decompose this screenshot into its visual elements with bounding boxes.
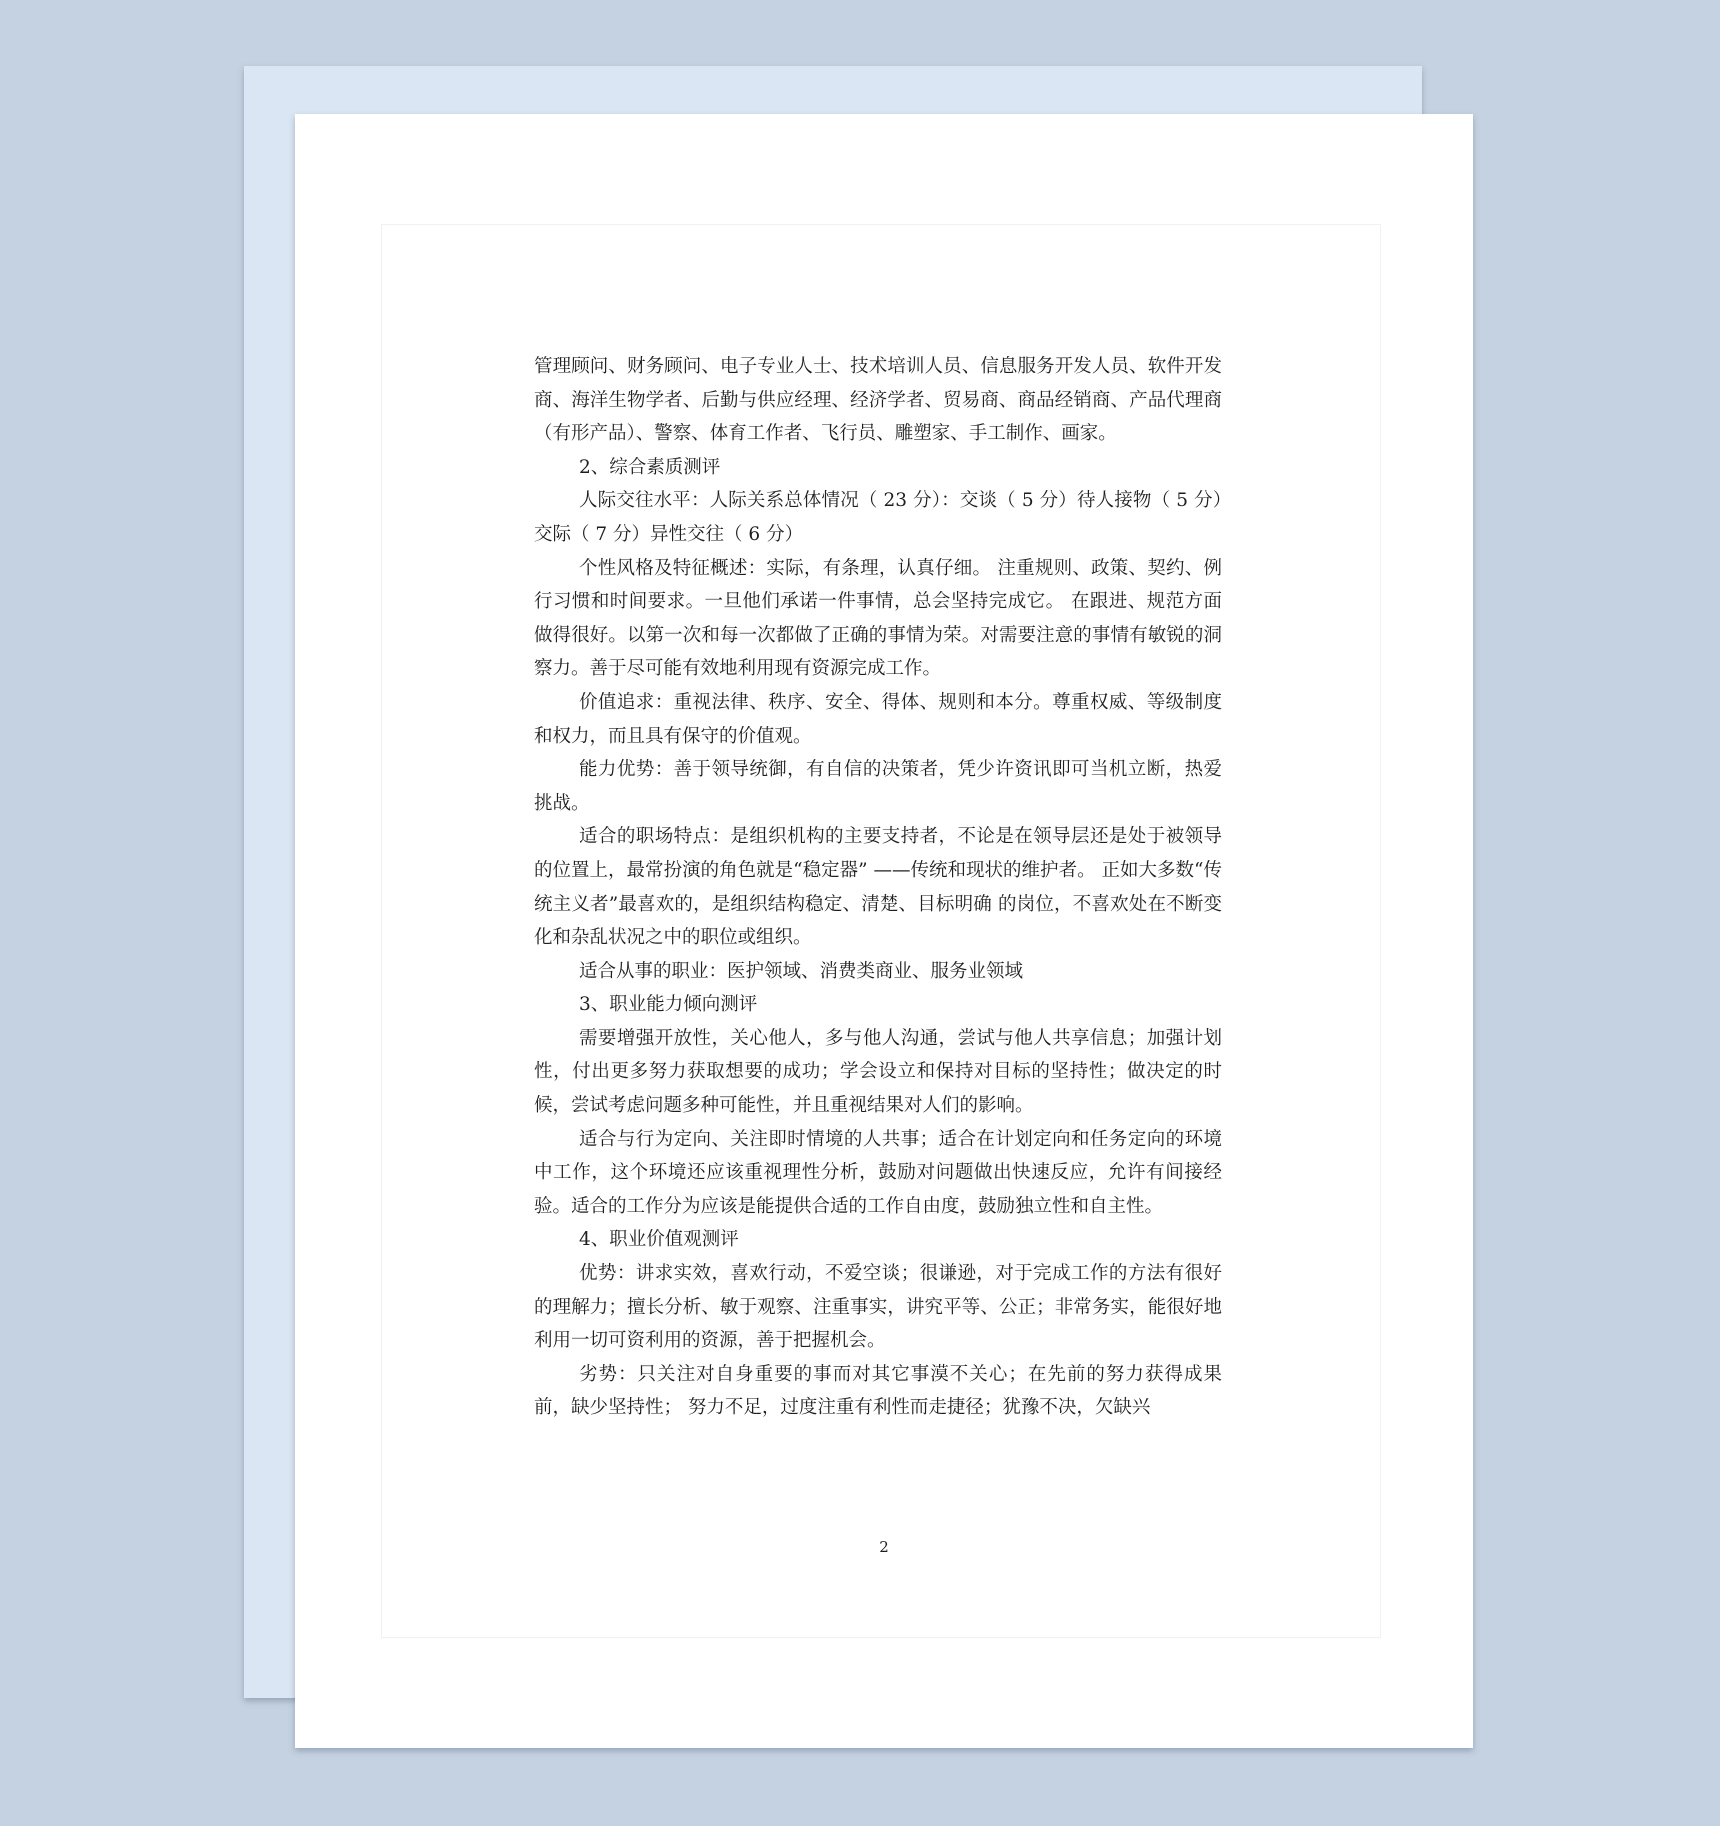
paragraph-interpersonal: 人际交往水平：人际关系总体情况（ 23 分）：交谈（ 5 分）待人接物（ 5 分）交际（ 7 分）异性交往（ 6 分） xyxy=(534,490,1222,545)
paragraph-suitable-careers: 适合从事的职业：医护领域、消费类商业、服务业领域 xyxy=(579,960,1024,982)
paragraph-improvement: 需要增强开放性，关心他人，多与他人沟通，尝试与他人共享信息；加强计划性，付出更多努力获取想要的成功；学会设立和保持对目标的坚持性；做决定的时候，尝试考虑问题多种可能性，并且重视结果对人们的影响。 xyxy=(534,1027,1222,1117)
section-heading-comprehensive-quality: 2、综合素质测评 xyxy=(579,456,721,478)
paragraph-values: 价值追求：重视法律、秩序、安全、得体、规则和本分。尊重权威、等级制度和权力，而且具有保守的价值观。 xyxy=(534,691,1222,747)
paragraph-ability-strengths: 能力优势：善于领导统御，有自信的决策者，凭少许资讯即可当机立断，热爱挑战。 xyxy=(534,759,1222,814)
paragraph-advantages: 优势：讲求实效，喜欢行动，不爱空谈；很谦逊，对于完成工作的方法有很好的理解力；擅长分析、敏于观察、注重事实，讲究平等、公正；非常务实，能很好地利用一切可资利用的资源，善于把握机会。 xyxy=(534,1263,1222,1352)
section-heading-ability-tendency: 3、职业能力倾向测评 xyxy=(579,994,758,1016)
paragraph-suitable-environment: 适合与行为定向、关注即时情境的人共事；适合在计划定向和任务定向的环境中工作，这个环境还应该重视理性分析，鼓励对问题做出快速反应，允许有间接经验。适合的工作分为应该是能提供合适的工作自由度，鼓励独立性和自主性。 xyxy=(534,1128,1222,1217)
page-number: 2 xyxy=(879,1538,889,1556)
paragraph-personality: 个性风格及特征概述：实际，有条理，认真仔细。 注重规则、政策、契约、例行习惯和时间要求。一旦他们承诺一件事情，总会坚持完成它。 在跟进、规范方面做得很好。以第一次和每一次都做了正确的事情为荣。对需要注意的事情有敏锐的洞察力。善于尽可能有效地利用现有资源完成工作。 xyxy=(534,557,1222,680)
section-heading-career-values: 4、职业价值观测评 xyxy=(579,1229,739,1251)
paragraph-disadvantages: 劣势：只关注对自身重要的事而对其它事漠不关心；在先前的努力获得成果前，缺少坚持性； 努力不足，过度注重有利性而走捷径；犹豫不决，欠缺兴 xyxy=(534,1363,1222,1419)
paragraph-careers: 管理顾问、财务顾问、电子专业人士、技术培训人员、信息服务开发人员、软件开发商、海洋生物学者、后勤与供应经理、经济学者、贸易商、商品经销商、产品代理商（有形产品）、警察、体育工作者、飞行员、雕塑家、手工制作、画家。 xyxy=(534,356,1222,445)
document-page xyxy=(295,114,1473,1748)
paragraph-workplace: 适合的职场特点：是组织机构的主要支持者，不论是在领导层还是处于被领导的位置上，最常扮演的角色就是“稳定器” ——传统和现状的维护者。 正如大多数“传统主义者”最喜欢的，是组织结构稳定、清楚、目标明确 的岗位，不喜欢处在不断变化和杂乱状况之中的职位或组织。 xyxy=(534,826,1222,949)
document-body xyxy=(534,350,1222,1425)
